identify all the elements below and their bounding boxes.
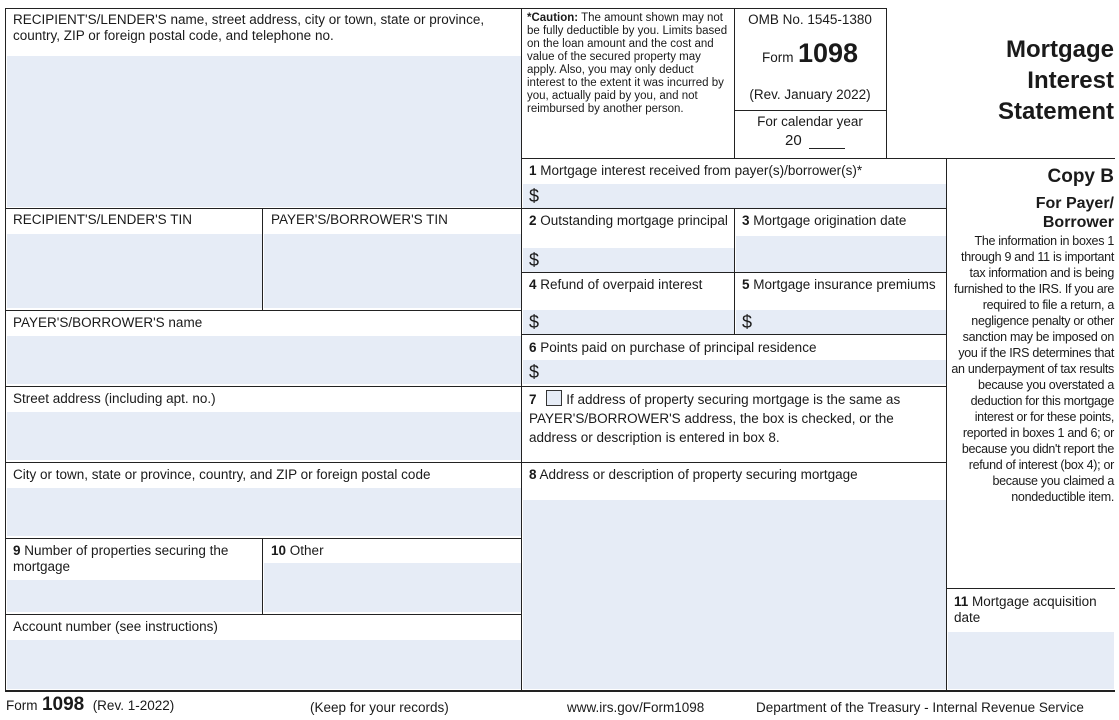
box2-text: Outstanding mortgage principal [540, 213, 728, 228]
box2-3-divider [734, 208, 735, 334]
box2-field[interactable] [523, 248, 734, 272]
box4-dollar: $ [529, 312, 540, 332]
city-field[interactable] [7, 488, 521, 536]
rule-below-box2 [521, 272, 946, 273]
copy-title: Copy B [1047, 166, 1114, 187]
box5-dollar: $ [742, 312, 753, 332]
payer-name-label: PAYER'S/BORROWER'S name [13, 315, 203, 330]
rule-below-city [5, 538, 522, 539]
box8-label [529, 467, 944, 483]
calendar-year-prefix: 20 [785, 132, 802, 149]
footer-url: www.irs.gov/Form1098 [567, 700, 705, 715]
recipient-name-label: RECIPIENT'S/LENDER'S name, street address, city or town, state or province, country, ZIP or foreign postal code, and telephone no. [13, 12, 485, 43]
calendar-year [785, 132, 855, 149]
payer-tin-label: PAYER'S/BORROWER'S TIN [271, 212, 448, 227]
box7-text: If address of property securing mortgage is the same as PAYER'S/BORROWER'S address, the box is checked, or the address or description is entered in box 8. [529, 392, 901, 445]
box9-label [13, 543, 258, 575]
caution-body: The amount shown may not be fully deductible by you. Limits based on the loan amount and the cost and value of the secured property may apply. Also, you may only deduct interest to the extent it was incurred by you, actually paid by you, and not reimbursed by another person. [527, 12, 728, 115]
payer-tin-field[interactable] [264, 234, 521, 308]
account-number-field[interactable] [7, 640, 521, 689]
recipient-tin-field[interactable] [7, 234, 262, 308]
city-label: City or town, state or province, country, and ZIP or foreign postal code [13, 467, 431, 482]
footer-form-word: Form [6, 698, 38, 713]
box8-text: Address or description of property securing mortgage [539, 467, 858, 482]
box3-label [742, 213, 942, 229]
box4-field[interactable] [523, 310, 734, 334]
box3-text: Mortgage origination date [753, 213, 907, 228]
box3-number: 3 [742, 213, 750, 228]
box5-text: Mortgage insurance premiums [753, 277, 936, 292]
box4-number: 4 [529, 277, 537, 292]
rule-below-box7 [521, 462, 946, 463]
footer-keep: (Keep for your records) [310, 700, 449, 715]
box6-dollar: $ [529, 362, 540, 382]
form-title [900, 34, 1114, 127]
recipient-tin-label: RECIPIENT'S/LENDER'S TIN [13, 212, 192, 227]
rule-above-box11 [946, 588, 1115, 589]
footer-department: Department of the Treasury - Internal Revenue Service [756, 700, 1084, 715]
box3-field[interactable] [736, 236, 946, 272]
account-number-label: Account number (see instructions) [13, 619, 218, 634]
box1-label [529, 163, 944, 179]
box6-text: Points paid on purchase of principal residence [540, 340, 817, 355]
box10-text: Other [289, 543, 324, 558]
title-line-1: Mortgage [1006, 36, 1114, 63]
rule-below-box6 [521, 386, 946, 387]
box6-label [529, 340, 944, 356]
left-col-divider [521, 8, 522, 690]
box8-number: 8 [529, 467, 537, 482]
rule-below-tin [5, 310, 522, 311]
box11-field[interactable] [948, 632, 1114, 689]
box1-dollar: $ [529, 186, 540, 206]
top-border [5, 8, 886, 9]
copy-for [950, 194, 1114, 232]
footer-form-id [6, 694, 174, 716]
copy-info-text: The information in boxes 1 through 9 and 11 is important tax information and is being furnished to the IRS. If you are required to file a return, a negligence penalty or other sanction may be imposed on you if the IRS determines that an underpayment of tax results because you overstated a deduction for this mortgage interest or for these points, reported in boxes 1 and 6; or because you didn't report the refund of interest (box 4); or because you claimed a nondeductible item. [951, 234, 1114, 504]
box9-number: 9 [13, 543, 21, 558]
box10-label [271, 543, 516, 559]
footer-revision: (Rev. 1-2022) [92, 698, 175, 713]
right-grid-top [521, 158, 1115, 159]
box5-label [742, 277, 942, 293]
box7-checkbox[interactable] [546, 390, 562, 406]
box2-label [529, 213, 729, 229]
copy-col-divider [946, 158, 947, 690]
box6-number: 6 [529, 340, 537, 355]
box5-field[interactable] [736, 310, 946, 334]
tin-divider [262, 208, 263, 310]
box1-text: Mortgage interest received from payer(s)/borrower(s)* [540, 163, 863, 178]
box9-field[interactable] [7, 580, 262, 612]
bottom-border [5, 690, 1115, 692]
calendar-year-label: For calendar year [757, 114, 863, 129]
title-line-3: Statement [997, 98, 1114, 125]
box2-number: 2 [529, 213, 537, 228]
rule-below-recipient [5, 208, 522, 209]
calendar-year-input[interactable] [809, 134, 845, 149]
box1-field[interactable] [523, 184, 946, 208]
box11-number: 11 [954, 594, 969, 609]
footer-form-number: 1098 [41, 694, 85, 715]
box8-field[interactable] [523, 500, 946, 689]
rule-below-box4 [521, 334, 946, 335]
recipient-name-field[interactable] [7, 56, 521, 207]
box9-text: Number of properties securing the mortgage [13, 543, 229, 574]
box10-number: 10 [271, 543, 287, 558]
box11-text: Mortgage acquisition date [954, 594, 1097, 625]
box4-label [529, 277, 729, 293]
box2-dollar: $ [529, 250, 540, 270]
caution-text [527, 12, 731, 116]
omb-col-left [734, 8, 735, 158]
rule-below-payer-name [5, 386, 522, 387]
payer-name-field[interactable] [7, 336, 521, 384]
title-line-2: Interest [1027, 67, 1114, 94]
form-word: Form [761, 50, 794, 65]
copy-for-line-2: Borrower [1042, 214, 1114, 231]
form-id [734, 38, 886, 69]
box10-field[interactable] [264, 563, 521, 612]
outer-left-border [5, 8, 6, 690]
omb-rule-1 [734, 110, 886, 111]
street-address-label: Street address (including apt. no.) [13, 391, 216, 406]
copy-for-line-1: For Payer/ [1035, 195, 1114, 212]
box5-number: 5 [742, 277, 750, 292]
omb-col-right [886, 8, 887, 158]
rule-below-box9 [5, 614, 522, 615]
box7-number: 7 [529, 392, 537, 407]
street-address-field[interactable] [7, 412, 521, 460]
rule-below-street [5, 462, 522, 463]
form-revision: (Rev. January 2022) [749, 87, 871, 102]
caution-bold: *Caution: [527, 12, 579, 24]
box4-text: Refund of overpaid interest [540, 277, 703, 292]
box6-field[interactable] [523, 360, 946, 384]
form-number: 1098 [797, 38, 859, 68]
box7 [529, 390, 939, 447]
box11-label [954, 594, 1112, 626]
omb-number: OMB No. 1545-1380 [748, 12, 872, 27]
box1-number: 1 [529, 163, 537, 178]
box9-10-divider [262, 538, 263, 614]
